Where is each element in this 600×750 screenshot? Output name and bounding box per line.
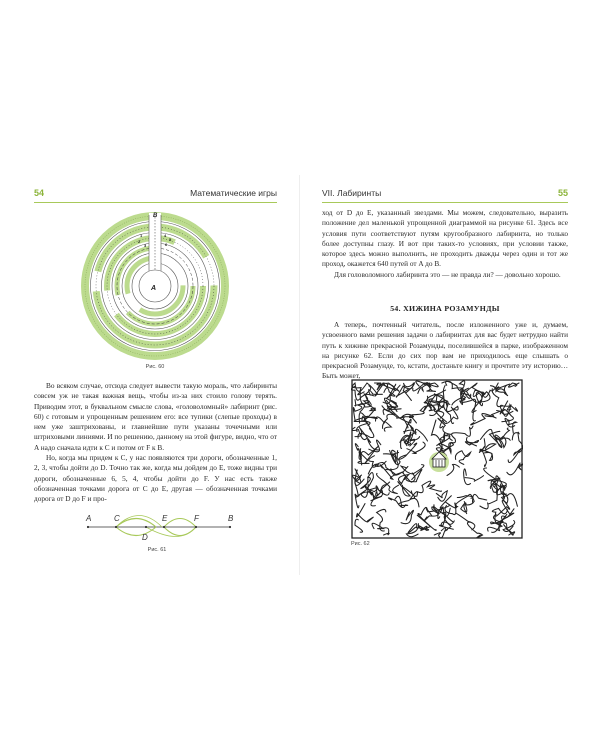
right-page (300, 0, 600, 750)
paragraph: Но, когда мы придем к C, у нас появляются три дороги, обозначенные 1, 2, 3, чтобы дойти до D. Точно так же, когда мы дойдем до E, тоже видны три дороги, обозначенные 6, 5, 4, чтобы дойти до F. У нас есть также обозначенная точками дорога от C до E, другая — обозначенная точками дорога от D до F и про- (34, 453, 277, 504)
figure-62-caption: Рис. 62 (351, 541, 370, 547)
fig60-label-6: 6 (165, 242, 168, 247)
figure-60-circular-maze (80, 211, 230, 361)
fig60-label-3: 3 (144, 243, 147, 248)
running-title: Математические игры (190, 188, 277, 198)
paragraph: Для головоломного лабиринта это — не правда ли? — довольно хорошо. (334, 269, 561, 279)
right-body-text-section (322, 320, 568, 382)
left-page-header (34, 188, 277, 203)
paragraph: А теперь, почтенный читатель, после изложенного уже и, думаем, усвоенного вами решения задачи о лабиринтах для вас будет нетрудно найти путь к хижине прекрасной Розамунды, поселившейся в парке, изображенном на рисунке 62. Если до сих пор вам не приходилось еще слышать о прекрасной Розамунде, то, кстати, достаньте книгу и прочтите эту историю… Быть может, (322, 320, 568, 381)
paragraph: ход от D до E, указанный звездами. Мы можем, следовательно, выразить положение дел маленькой упрощенной диаграммой на рисунке 61. Здесь все условия пути соответствуют путям кругообразного лабиринта, но только более доступны глазу. И вот при таких-то условиях, при условии также, которое здесь можно выполнить, не проходить дважды через один и тот же проход, окажется 640 путей от A до B. (322, 208, 568, 269)
figure-60-caption: Рис. 60 (145, 364, 165, 370)
paragraph: Во всяком случае, отсюда следует вывести такую мораль, что лабиринты совсем уж не такая важная вещь, чтобы из-за них стоило голову терять. Приводим этот, в буквальном смысле слова, «головоломный» лабиринт (рис. 60) с готовым и упрощенным решением его: все тупики (слепые проходы) в нем уже заштрихованы, и главнейшие пути указаны точечными или штриховыми линиями. И по решению, данному на этой фигуре, видно, что от A надо сначала идти к C и потом от F к B. (34, 381, 277, 452)
fig61-label-A: A (86, 514, 92, 523)
fig60-label-B: B (153, 213, 158, 219)
fig60-label-4: 4 (164, 233, 167, 238)
right-body-text-top (322, 208, 568, 280)
left-body-text (34, 381, 277, 505)
fig61-label-D: D (142, 533, 148, 542)
fig60-label-2: 2 (138, 239, 141, 244)
fig61-label-C: C (114, 514, 120, 523)
fig60-label-5: 5 (169, 237, 172, 242)
fig60-label-A: A (151, 285, 157, 292)
fig61-label-B: B (228, 514, 234, 523)
figure-62-maze (351, 379, 523, 539)
rosamund-hut-icon (429, 452, 449, 472)
page-number: 54 (34, 188, 45, 198)
figure-61-diagram (84, 508, 234, 548)
right-page-header (322, 188, 568, 203)
page-number: 55 (557, 188, 568, 198)
section-title: 54. ХИЖИНА РОЗАМУНДЫ (390, 304, 500, 313)
figure-61-caption: Рис. 61 (147, 547, 167, 553)
fig61-label-E: E (162, 514, 168, 523)
fig61-label-F: F (194, 514, 199, 523)
fig60-label-1: 1 (140, 233, 143, 238)
running-title: VII. Лабиринты (322, 188, 382, 198)
